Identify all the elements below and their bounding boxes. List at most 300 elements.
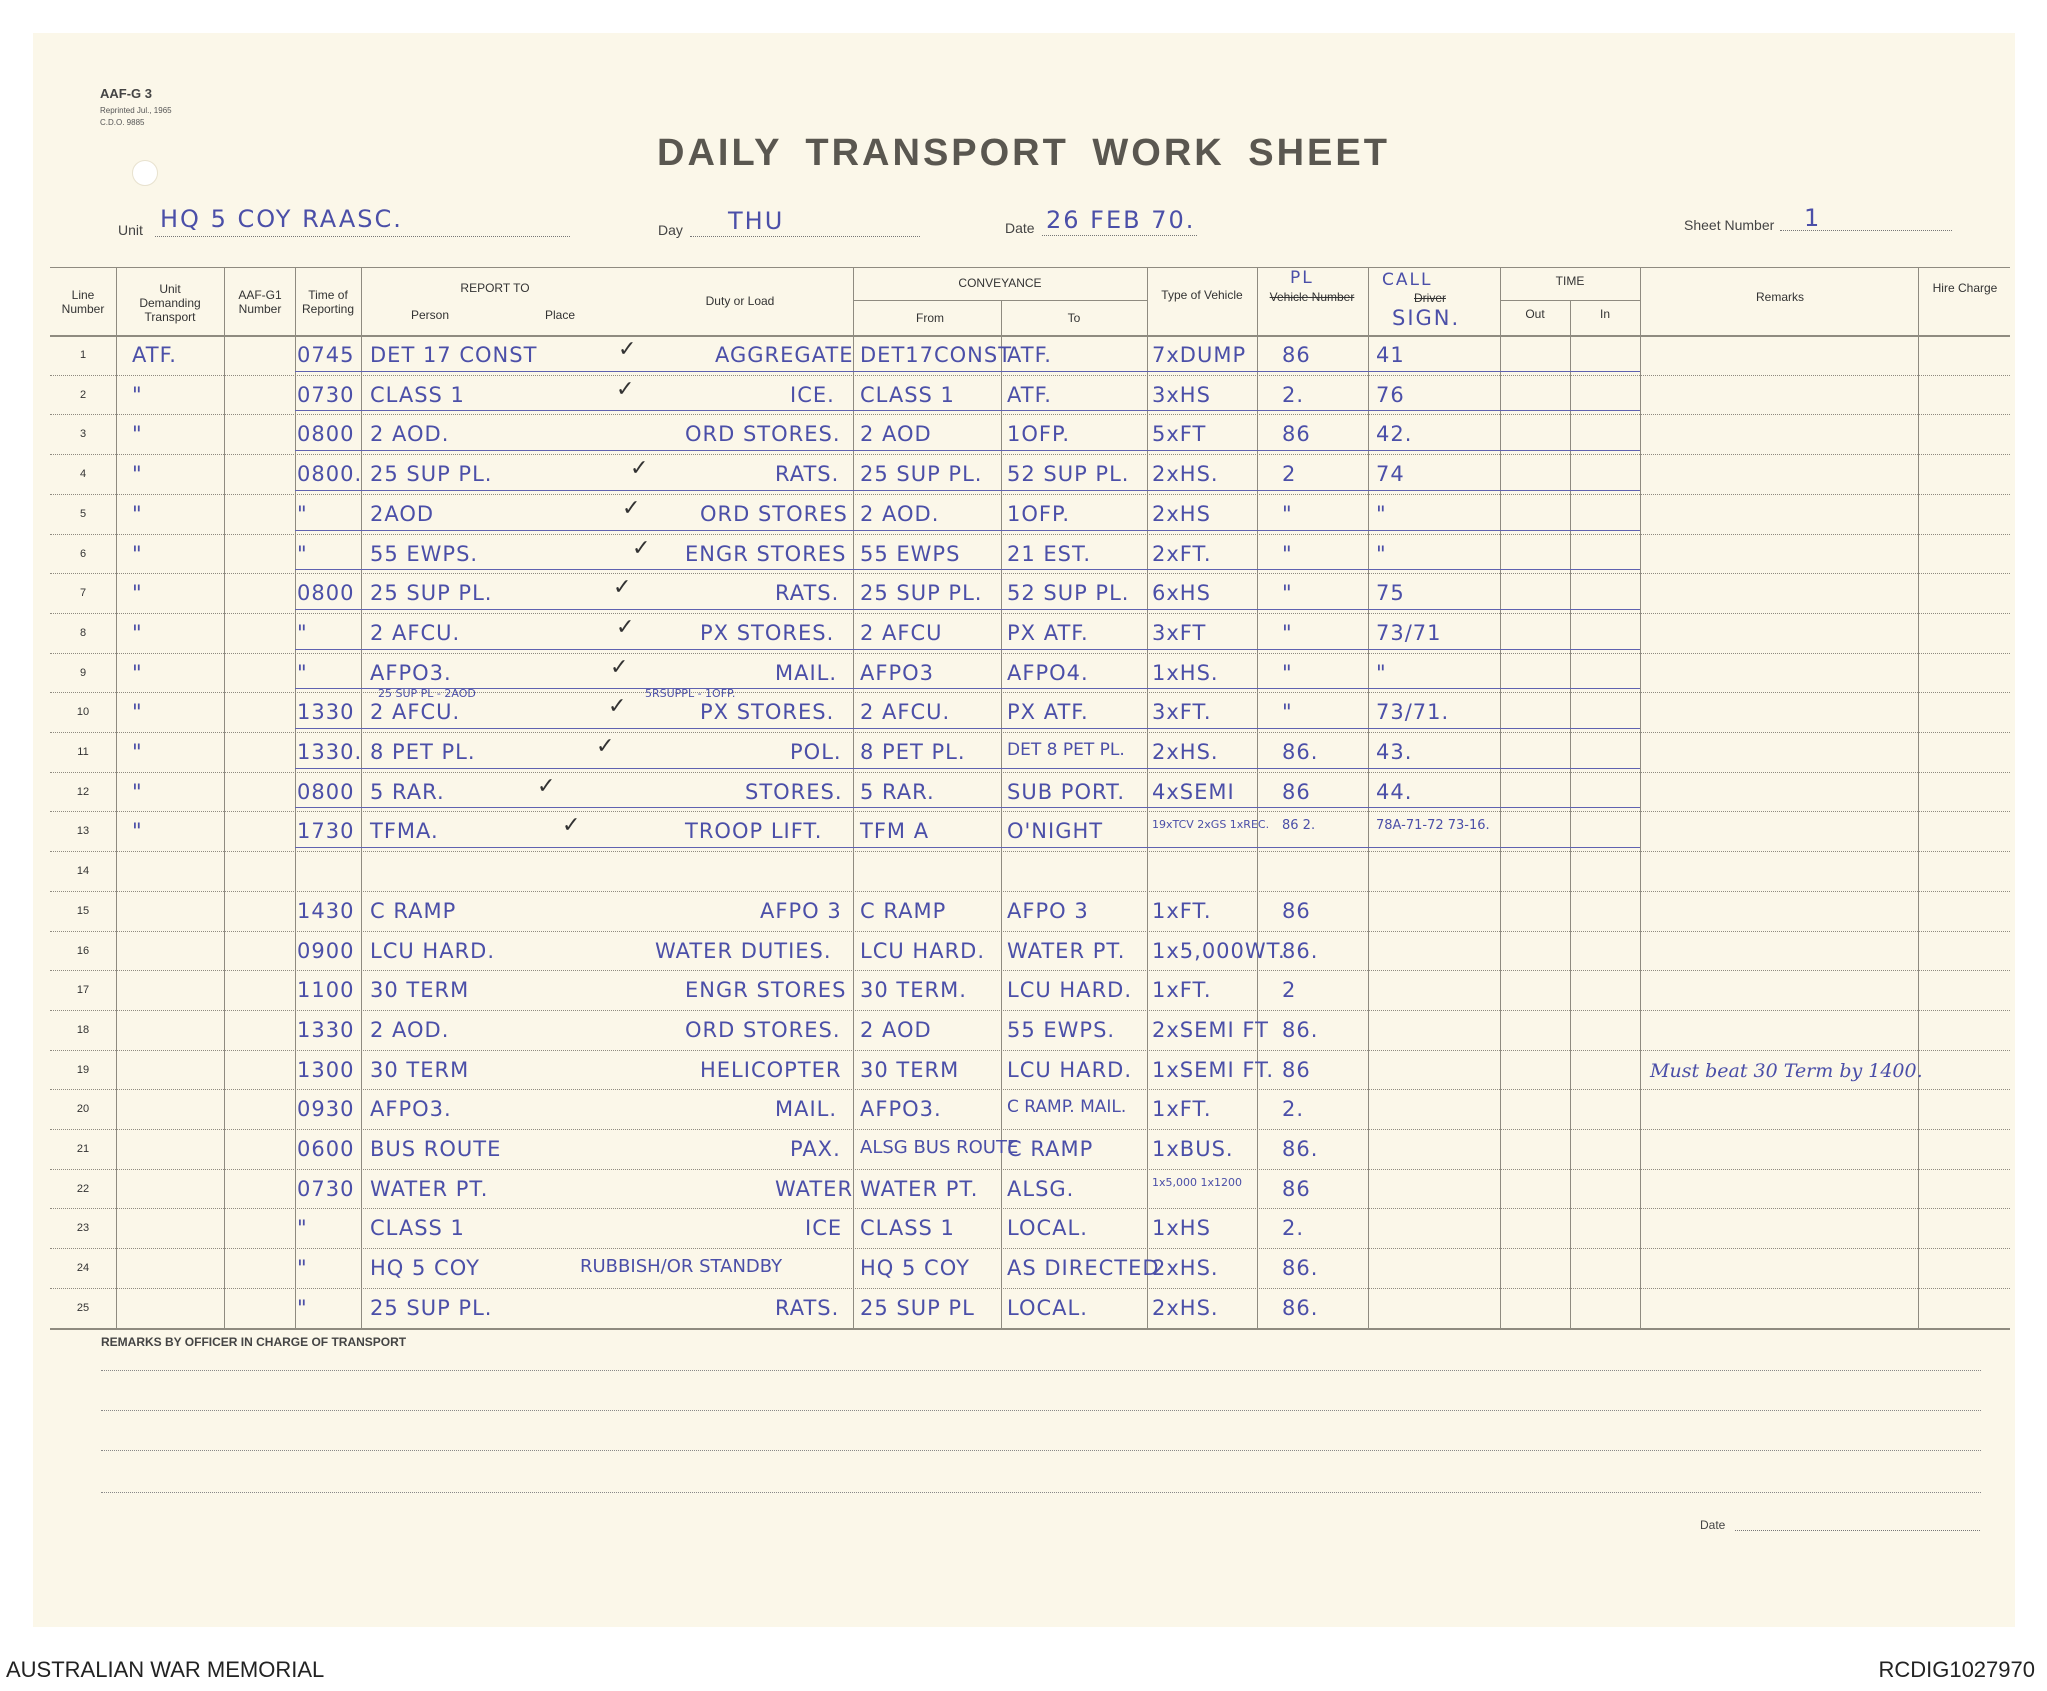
line-number: 3 bbox=[79, 428, 87, 441]
cell-from: 2 AFCU. bbox=[860, 700, 951, 725]
cell-from: 30 TERM bbox=[860, 1057, 960, 1082]
cell-person: WATER PT. bbox=[370, 1176, 489, 1201]
table-top-rule bbox=[50, 267, 2010, 268]
cell-duty: ICE bbox=[805, 1216, 843, 1241]
cell-type: 3xFT. bbox=[1152, 700, 1212, 725]
cell-type: 2xSEMI FT bbox=[1152, 1017, 1269, 1042]
line-number: 7 bbox=[79, 587, 87, 600]
line-number: 19 bbox=[76, 1063, 90, 1076]
col-header-place: Place bbox=[544, 308, 576, 322]
handwritten-underline bbox=[295, 649, 1640, 650]
cell-unit: " bbox=[132, 660, 143, 685]
cell-to: ATF. bbox=[1007, 343, 1052, 367]
row-rule bbox=[50, 494, 2010, 495]
day-value: THU bbox=[728, 207, 785, 235]
cell-call: 73/71 bbox=[1376, 620, 1442, 645]
cell-type: 2xHS. bbox=[1152, 1256, 1219, 1281]
row-rule bbox=[50, 573, 2010, 574]
cell-type: 1x5,000WT. bbox=[1152, 938, 1286, 963]
row-rule bbox=[50, 1050, 2010, 1051]
cell-duty: RATS. bbox=[775, 581, 840, 606]
handwritten-underline bbox=[295, 768, 1640, 769]
cell-type: 3xFT bbox=[1152, 620, 1207, 645]
cell-from: 25 SUP PL. bbox=[860, 462, 983, 487]
cell-unit: " bbox=[132, 462, 143, 487]
cell-remarks: Must beat 30 Term by 1400. bbox=[1650, 1059, 1923, 1082]
table-header-rule bbox=[50, 335, 2010, 337]
cell-type: 1x5,000 1x1200 bbox=[1152, 1175, 1242, 1189]
cell-duty: PX STORES. bbox=[700, 620, 835, 645]
cell-call: 44. bbox=[1376, 779, 1413, 804]
cell-type: 1xFT. bbox=[1152, 1097, 1212, 1122]
cell-person: BUS ROUTE bbox=[370, 1137, 502, 1161]
check-mark-icon: ✓ bbox=[537, 773, 556, 799]
cell-from: CLASS 1 bbox=[860, 1216, 955, 1241]
cell-call: " bbox=[1376, 501, 1387, 526]
cell-duty: HELICOPTER bbox=[700, 1057, 842, 1082]
cell-person: 2 AFCU. bbox=[370, 620, 461, 645]
cell-time: 0930 bbox=[297, 1097, 355, 1122]
cell-person: 2 AOD. bbox=[370, 422, 450, 447]
cell-to: 1OFP. bbox=[1007, 501, 1071, 526]
check-mark-icon: ✓ bbox=[622, 495, 641, 521]
cell-unit: " bbox=[132, 541, 143, 566]
line-number: 24 bbox=[76, 1262, 90, 1275]
row-rule bbox=[50, 454, 2010, 455]
cell-veh: 86 bbox=[1282, 422, 1311, 447]
cell-to: C RAMP bbox=[1007, 1137, 1094, 1161]
vehicle-header-handwritten: PL bbox=[1290, 268, 1314, 288]
row-rule bbox=[50, 1129, 2010, 1130]
cell-unit: ATF. bbox=[132, 343, 177, 367]
cell-duty: ENGR STORES bbox=[685, 541, 847, 566]
cell-type: 2xHS. bbox=[1152, 462, 1219, 487]
cell-from: WATER PT. bbox=[860, 1176, 979, 1201]
cell-person: 2AOD bbox=[370, 501, 435, 526]
check-mark-icon: ✓ bbox=[608, 694, 627, 720]
call-sign-handwritten-top: CALL bbox=[1382, 270, 1433, 290]
remarks-line bbox=[101, 1370, 1981, 1371]
cell-from: 2 AOD bbox=[860, 422, 932, 447]
cell-person: 25 SUP PL. bbox=[370, 581, 493, 606]
cell-veh: " bbox=[1282, 501, 1293, 526]
col-header-type-vehicle: Type of Vehicle bbox=[1161, 288, 1243, 302]
handwritten-underline bbox=[295, 728, 1640, 729]
cell-time: 1330. bbox=[297, 740, 363, 764]
cell-person: 55 EWPS. bbox=[370, 541, 479, 566]
sheet-number-label: Sheet Number bbox=[1684, 217, 1775, 233]
handwritten-underline bbox=[295, 609, 1640, 610]
cell-call: " bbox=[1376, 660, 1387, 685]
cell-time: " bbox=[297, 620, 308, 645]
cell-duty: ORD STORES bbox=[700, 501, 848, 526]
cell-duty: RATS. bbox=[775, 462, 840, 487]
col-header-unit-demanding: Unit Demanding Transport bbox=[139, 282, 201, 324]
handwritten-underline bbox=[295, 371, 1640, 372]
line-number: 25 bbox=[76, 1301, 90, 1314]
cell-call: 73/71. bbox=[1376, 700, 1450, 725]
cell-duty: STORES. bbox=[745, 779, 843, 804]
cell-to: O'NIGHT bbox=[1007, 819, 1104, 844]
check-mark-icon: ✓ bbox=[630, 456, 649, 482]
cell-veh: 86 bbox=[1282, 343, 1311, 367]
cell-from: 2 AOD. bbox=[860, 501, 940, 526]
cell-person: 8 PET PL. bbox=[370, 740, 476, 764]
cell-type: 3xHS bbox=[1152, 382, 1211, 407]
row-rule bbox=[50, 375, 2010, 376]
col-header-to: To bbox=[1067, 311, 1081, 325]
cell-time: " bbox=[297, 660, 308, 685]
cell-to: 55 EWPS. bbox=[1007, 1017, 1116, 1042]
date-value: 26 FEB 70. bbox=[1046, 206, 1196, 234]
cell-veh: 86 bbox=[1282, 1057, 1311, 1082]
line-number: 5 bbox=[79, 507, 87, 520]
cell-time: 1730 bbox=[297, 819, 355, 844]
cell-to: LOCAL. bbox=[1007, 1295, 1088, 1320]
cell-type: 1xHS bbox=[1152, 1216, 1211, 1241]
line-number: 9 bbox=[79, 666, 87, 679]
archive-credit: AUSTRALIAN WAR MEMORIAL bbox=[6, 1657, 325, 1682]
handwritten-underline bbox=[295, 490, 1640, 491]
col-header-person: Person bbox=[410, 308, 450, 322]
remarks-line bbox=[101, 1450, 1981, 1451]
line-number: 22 bbox=[76, 1182, 90, 1195]
cell-type: 1xFT. bbox=[1152, 898, 1212, 923]
cell-call: " bbox=[1376, 541, 1387, 566]
cell-type: 7xDUMP bbox=[1152, 343, 1247, 367]
cell-person: HQ 5 COY bbox=[370, 1256, 480, 1281]
cell-from: 55 EWPS bbox=[860, 541, 961, 566]
cell-duty: ICE. bbox=[790, 382, 835, 407]
cell-from: 2 AOD bbox=[860, 1017, 932, 1042]
row-rule bbox=[50, 534, 2010, 535]
cell-from: AFPO3. bbox=[860, 1097, 942, 1122]
date-label: Date bbox=[1005, 220, 1035, 236]
cell-veh: 86 bbox=[1282, 898, 1311, 923]
cell-person: 2 AFCU. bbox=[370, 700, 461, 725]
cell-from: C RAMP bbox=[860, 898, 947, 923]
cell-from: ALSG BUS ROUTE bbox=[860, 1137, 1019, 1158]
cell-veh: 2. bbox=[1282, 382, 1305, 407]
cell-type: 5xFT bbox=[1152, 422, 1207, 447]
cell-time: 1430 bbox=[297, 898, 355, 923]
cell-veh: 86 bbox=[1282, 779, 1311, 804]
cell-veh: 86. bbox=[1282, 1256, 1319, 1281]
unit-label: Unit bbox=[118, 222, 143, 238]
row-rule bbox=[50, 692, 2010, 693]
row-rule bbox=[50, 732, 2010, 733]
cell-call: 75 bbox=[1376, 581, 1405, 606]
cell-duty: WATER DUTIES. bbox=[655, 938, 832, 963]
remarks-line bbox=[101, 1492, 1981, 1493]
check-mark-icon: ✓ bbox=[632, 535, 651, 561]
day-underline bbox=[690, 236, 920, 237]
line-number: 11 bbox=[77, 746, 89, 758]
col-header-time-reporting: Time of Reporting bbox=[301, 288, 355, 316]
handwritten-underline bbox=[295, 807, 1640, 808]
cell-call: 43. bbox=[1376, 740, 1413, 764]
line-number: 12 bbox=[76, 785, 90, 798]
cell-time: 1330 bbox=[297, 700, 355, 725]
cell-to: C RAMP. MAIL. bbox=[1007, 1097, 1127, 1118]
row-rule bbox=[50, 613, 2010, 614]
row-rule bbox=[50, 970, 2010, 971]
cell-person: TFMA. bbox=[370, 819, 439, 844]
page-title: DAILY TRANSPORT WORK SHEET bbox=[657, 132, 1390, 174]
handwritten-underline bbox=[295, 450, 1640, 451]
cell-time: 0745 bbox=[297, 343, 355, 367]
cell-duty: RATS. bbox=[775, 1295, 840, 1320]
cell-time: " bbox=[297, 501, 308, 526]
cell-veh: 2. bbox=[1282, 1216, 1305, 1241]
row-rule bbox=[50, 891, 2010, 892]
form-code: AAF-G 3 bbox=[100, 86, 152, 101]
unit-value: HQ 5 COY RAASC. bbox=[160, 205, 403, 233]
row-rule bbox=[50, 1328, 2010, 1329]
cell-type: 1xFT. bbox=[1152, 978, 1212, 1003]
cell-call: 41 bbox=[1376, 343, 1405, 367]
cell-time: " bbox=[297, 1216, 308, 1241]
line-number: 4 bbox=[79, 468, 87, 481]
check-mark-icon: ✓ bbox=[610, 654, 629, 680]
cell-veh: " bbox=[1282, 541, 1293, 566]
row-rule bbox=[50, 414, 2010, 415]
cell-unit: " bbox=[132, 620, 143, 645]
col-header-conveyance: CONVEYANCE bbox=[958, 276, 1042, 290]
col-header-out: Out bbox=[1525, 307, 1545, 321]
cell-duty: WATER bbox=[775, 1176, 854, 1201]
cell-type: 2xHS bbox=[1152, 501, 1211, 526]
cell-person: C RAMP bbox=[370, 898, 457, 923]
cell-person: 30 TERM bbox=[370, 978, 470, 1003]
cell-person: 25 SUP PL. bbox=[370, 1295, 493, 1320]
cell-from: 25 SUP PL bbox=[860, 1295, 975, 1320]
form-reprint-note: Reprinted Jul., 1965 bbox=[100, 106, 172, 115]
cell-time: " bbox=[297, 1256, 308, 1281]
cell-person: DET 17 CONST bbox=[370, 343, 538, 367]
cell-person: 25 SUP PL. bbox=[370, 462, 493, 487]
handwritten-underline bbox=[295, 530, 1640, 531]
line-number: 17 bbox=[76, 984, 90, 997]
line-number: 20 bbox=[76, 1103, 90, 1116]
check-mark-icon: ✓ bbox=[562, 813, 581, 839]
cell-unit: " bbox=[132, 581, 143, 606]
cell-duty: AGGREGATE bbox=[715, 343, 854, 367]
cell-duty: PX STORES. bbox=[700, 700, 835, 725]
cell-from: 30 TERM. bbox=[860, 978, 967, 1003]
line-number: 23 bbox=[76, 1222, 90, 1235]
cell-veh: " bbox=[1282, 581, 1293, 606]
cell-duty: ORD STORES. bbox=[685, 422, 841, 447]
cell-call: 76 bbox=[1376, 382, 1405, 407]
row-rule bbox=[50, 851, 2010, 852]
col-header-driver: Driver bbox=[1414, 291, 1446, 305]
cell-unit: " bbox=[132, 501, 143, 526]
cell-veh: 86. bbox=[1282, 1137, 1319, 1161]
cell-type: 6xHS bbox=[1152, 581, 1211, 606]
cell-from: AFPO3 bbox=[860, 660, 934, 685]
archive-id: RCDIG1027970 bbox=[1878, 1657, 2035, 1682]
cell-from: 8 PET PL. bbox=[860, 740, 966, 764]
remarks-officer-label: REMARKS BY OFFICER IN CHARGE OF TRANSPORT bbox=[101, 1335, 407, 1349]
cell-from: TFM A bbox=[860, 819, 930, 844]
row-rule bbox=[50, 1010, 2010, 1011]
cell-to: PX ATF. bbox=[1007, 700, 1089, 725]
cell-time: 0800 bbox=[297, 422, 355, 447]
line-number: 18 bbox=[76, 1023, 90, 1036]
cell-to: 52 SUP PL. bbox=[1007, 581, 1130, 606]
handwritten-underline bbox=[295, 569, 1640, 570]
cell-to: 52 SUP PL. bbox=[1007, 462, 1130, 487]
cell-time: 1330 bbox=[297, 1017, 355, 1042]
col-header-vehicle-number: Vehicle Number bbox=[1269, 290, 1355, 304]
cell-type: 4xSEMI bbox=[1152, 779, 1235, 804]
cell-duty: MAIL. bbox=[775, 660, 838, 685]
cell-person: AFPO3. bbox=[370, 660, 452, 685]
line-number: 1 bbox=[79, 349, 87, 361]
cell-to: AFPO4. bbox=[1007, 660, 1089, 685]
cell-duty: MAIL. bbox=[775, 1097, 838, 1122]
line-number: 8 bbox=[79, 626, 87, 639]
cell-to: ALSG. bbox=[1007, 1176, 1075, 1201]
cell-time: 0730 bbox=[297, 1176, 355, 1201]
cell-to: LCU HARD. bbox=[1007, 978, 1133, 1003]
cell-type: 1xBUS. bbox=[1152, 1137, 1234, 1161]
row-rule bbox=[50, 772, 2010, 773]
day-label: Day bbox=[658, 222, 683, 238]
cell-time: 0900 bbox=[297, 938, 355, 963]
cell-from: CLASS 1 bbox=[860, 382, 955, 407]
cell-veh: " bbox=[1282, 700, 1293, 725]
cell-veh: 2. bbox=[1282, 1097, 1305, 1122]
col-header-duty: Duty or Load bbox=[705, 294, 775, 308]
handwritten-underline bbox=[295, 410, 1640, 411]
handwritten-underline bbox=[295, 847, 1640, 848]
officer-date-underline bbox=[1735, 1530, 1980, 1531]
line-number: 21 bbox=[76, 1143, 90, 1155]
conveyance-subrule bbox=[853, 300, 1147, 301]
col-header-hire-charge: Hire Charge bbox=[1932, 281, 1998, 295]
cell-to: AFPO 3 bbox=[1007, 898, 1089, 923]
check-mark-icon: ✓ bbox=[616, 376, 635, 402]
cell-type: 2xFT. bbox=[1152, 541, 1212, 566]
cell-duty: RUBBISH/OR STANDBY bbox=[580, 1256, 783, 1278]
row-rule bbox=[50, 1248, 2010, 1249]
check-mark-icon: ✓ bbox=[613, 575, 632, 601]
cell-person: CLASS 1 bbox=[370, 382, 465, 407]
cell-to: ATF. bbox=[1007, 382, 1052, 407]
cell-veh: 86. bbox=[1282, 1017, 1319, 1042]
cell-duty: PAX. bbox=[790, 1137, 841, 1161]
cell-call: 78A-71-72 73-16. bbox=[1376, 818, 1490, 834]
col-header-from: From bbox=[916, 311, 944, 325]
cell-to: SUB PORT. bbox=[1007, 779, 1126, 804]
line-number: 6 bbox=[79, 547, 87, 560]
check-mark-icon: ✓ bbox=[596, 734, 615, 759]
cell-unit: " bbox=[132, 819, 143, 844]
line-number: 15 bbox=[76, 904, 90, 917]
cell-time: 0730 bbox=[297, 382, 355, 407]
cell-duty: POL. bbox=[790, 740, 842, 764]
call-sign-handwritten-bottom: SIGN. bbox=[1392, 306, 1461, 330]
cell-to: LCU HARD. bbox=[1007, 1057, 1133, 1082]
col-header-line-number: Line Number bbox=[61, 288, 105, 316]
line-number: 16 bbox=[76, 944, 90, 957]
cell-person: 5 RAR. bbox=[370, 779, 445, 804]
cell-to: DET 8 PET PL. bbox=[1007, 740, 1125, 760]
row-rule bbox=[50, 653, 2010, 654]
cell-veh: 86. bbox=[1282, 1295, 1319, 1320]
cell-call: 42. bbox=[1376, 422, 1413, 447]
cell-time: 0800. bbox=[297, 462, 363, 487]
cell-to: AS DIRECTED bbox=[1007, 1256, 1160, 1281]
cell-call: 74 bbox=[1376, 462, 1405, 487]
cell-time: 0800 bbox=[297, 779, 355, 804]
officer-date-label: Date bbox=[1700, 1518, 1726, 1532]
check-mark-icon: ✓ bbox=[616, 614, 635, 640]
cell-veh: 86. bbox=[1282, 938, 1319, 963]
cell-to: PX ATF. bbox=[1007, 620, 1089, 645]
cell-from: LCU HARD. bbox=[860, 938, 986, 963]
cell-veh: 2 bbox=[1282, 978, 1297, 1003]
cell-duty: AFPO 3 bbox=[760, 898, 842, 923]
cell-time: 1300 bbox=[297, 1057, 355, 1082]
cell-type: 1xSEMI FT. bbox=[1152, 1057, 1275, 1082]
remarks-line bbox=[101, 1410, 1981, 1411]
col-header-remarks: Remarks bbox=[1755, 290, 1804, 304]
cell-duty: ENGR STORES bbox=[685, 978, 847, 1003]
col-header-time: TIME bbox=[1555, 274, 1585, 288]
cell-time: " bbox=[297, 1295, 308, 1320]
date-underline bbox=[1042, 235, 1197, 236]
cell-to: 1OFP. bbox=[1007, 422, 1071, 447]
cell-type: 2xHS. bbox=[1152, 1295, 1219, 1320]
row-rule bbox=[50, 1169, 2010, 1170]
cell-time: " bbox=[297, 541, 308, 566]
cell-duty: TROOP LIFT. bbox=[685, 819, 823, 844]
cell-time: 1100 bbox=[297, 978, 355, 1003]
cell-unit: " bbox=[132, 740, 143, 764]
cell-veh: 2 bbox=[1282, 462, 1297, 487]
cell-duty: ORD STORES. bbox=[685, 1017, 841, 1042]
cell-type: 2xHS. bbox=[1152, 740, 1219, 764]
cell-from: DET17CONST bbox=[860, 343, 1013, 367]
unit-underline bbox=[155, 236, 570, 237]
cell-person: 30 TERM bbox=[370, 1057, 470, 1082]
cell-to: LOCAL. bbox=[1007, 1216, 1088, 1241]
cell-veh: 86. bbox=[1282, 740, 1319, 764]
col-header-in: In bbox=[1599, 307, 1610, 321]
row-rule bbox=[50, 811, 2010, 812]
handwritten-underline bbox=[295, 688, 1640, 689]
line-number: 2 bbox=[79, 388, 87, 401]
cell-person: 2 AOD. bbox=[370, 1017, 450, 1042]
cell-veh: " bbox=[1282, 620, 1293, 645]
cell-from: 5 RAR. bbox=[860, 779, 935, 804]
cell-type: 19xTCV 2xGS 1xREC. bbox=[1152, 818, 1270, 832]
cell-veh: " bbox=[1282, 660, 1293, 685]
cell-veh: 86 2. bbox=[1282, 818, 1316, 834]
cell-to: 21 EST. bbox=[1007, 541, 1092, 566]
line-number: 13 bbox=[76, 825, 90, 838]
col-header-aafg1: AAF-G1 Number bbox=[238, 288, 282, 316]
row-rule bbox=[50, 931, 2010, 932]
check-mark-icon: ✓ bbox=[618, 337, 637, 362]
row-rule bbox=[50, 1288, 2010, 1289]
cell-unit: " bbox=[132, 422, 143, 447]
cell-time: 0800 bbox=[297, 581, 355, 606]
row-rule bbox=[50, 1208, 2010, 1209]
